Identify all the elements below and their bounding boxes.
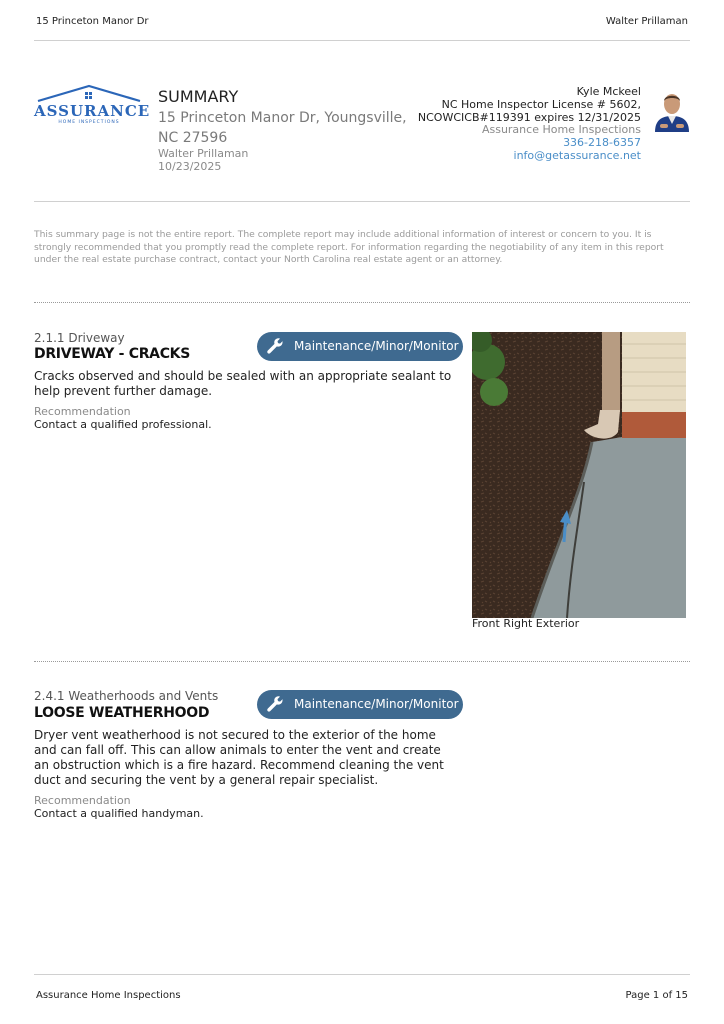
item-1-badge-label: Maintenance/Minor/Monitor — [294, 339, 459, 353]
inspector-email-link[interactable]: info@getassurance.net — [513, 148, 641, 162]
client-name: Walter Prillaman — [158, 147, 249, 160]
item-1-recommendation: Contact a qualified professional. — [34, 418, 212, 431]
item-2-severity-badge — [257, 690, 463, 719]
wrench-icon — [265, 337, 285, 357]
inspector-phone-link[interactable]: 336-218-6357 — [563, 136, 641, 150]
section-divider-2 — [34, 661, 690, 662]
inspector-license-1: NC Home Inspector License # 5602, — [441, 97, 641, 111]
item-2-badge-label: Maintenance/Minor/Monitor — [294, 697, 459, 711]
house-roof-icon — [34, 84, 144, 104]
header-divider — [34, 40, 690, 41]
property-address: 15 Princeton Manor Dr, Youngsville, NC 27596 — [158, 110, 407, 146]
inspector-name: Kyle Mckeel — [576, 85, 641, 98]
photo-caption: Front Right Exterior — [472, 617, 580, 630]
item-1-recommendation-label: Recommendation — [34, 405, 131, 418]
driveway-photo[interactable] — [472, 332, 686, 618]
page-number: Page 1 of 15 — [625, 990, 688, 1001]
inspector-license-2: NCOWCICB#119391 expires 12/31/2025 — [417, 110, 641, 124]
item-2-section: 2.4.1 Weatherhoods and Vents — [34, 689, 219, 703]
inspector-company: Assurance Home Inspections — [481, 123, 641, 137]
inspector-avatar — [652, 88, 692, 132]
header-address: 15 Princeton Manor Dr — [36, 16, 149, 27]
inspection-date: 10/23/2025 — [158, 160, 222, 173]
summary-disclaimer: This summary page is not the entire report. The complete report may include additional information of interest or concern to you. It is strongly recommended that you promptly read the complete report. For information regarding the negotiability of any item in this report under the real estate purchase contract, contact your North Carolina real estate agent or an attorney. — [34, 229, 664, 265]
summary-title: SUMMARY — [158, 87, 239, 106]
wrench-icon — [265, 695, 285, 715]
item-1-description: Cracks observed and should be sealed with an appropriate sealant to help prevent further damage. — [34, 369, 452, 398]
item-2-title: LOOSE WEATHERHOOD — [34, 705, 210, 721]
page-header — [36, 16, 688, 30]
item-2-recommendation: Contact a qualified handyman. — [34, 807, 204, 820]
company-logo — [34, 84, 151, 128]
item-2-recommendation-label: Recommendation — [34, 794, 131, 807]
item-2-description: Dryer vent weatherhood is not secured to the exterior of the home and can fall off. This can allow animals to enter the vent and create an obstruction which is a fire hazard. Recommend cleaning the vent duct and securing the vent by a general repair specialist. — [34, 728, 444, 787]
footer-divider — [34, 974, 690, 975]
section-divider — [34, 302, 690, 303]
inspector-info — [418, 86, 641, 163]
summary-divider — [34, 201, 690, 202]
item-1-severity-badge — [257, 332, 463, 361]
header-client: Walter Prillaman — [605, 16, 688, 27]
logo-wordmark: ASSURANCE — [34, 102, 151, 120]
logo-subtitle: HOME INSPECTIONS — [58, 120, 120, 125]
footer-company: Assurance Home Inspections — [36, 990, 181, 1001]
item-1-title: DRIVEWAY - CRACKS — [34, 346, 191, 362]
item-1-section: 2.1.1 Driveway — [34, 331, 125, 345]
